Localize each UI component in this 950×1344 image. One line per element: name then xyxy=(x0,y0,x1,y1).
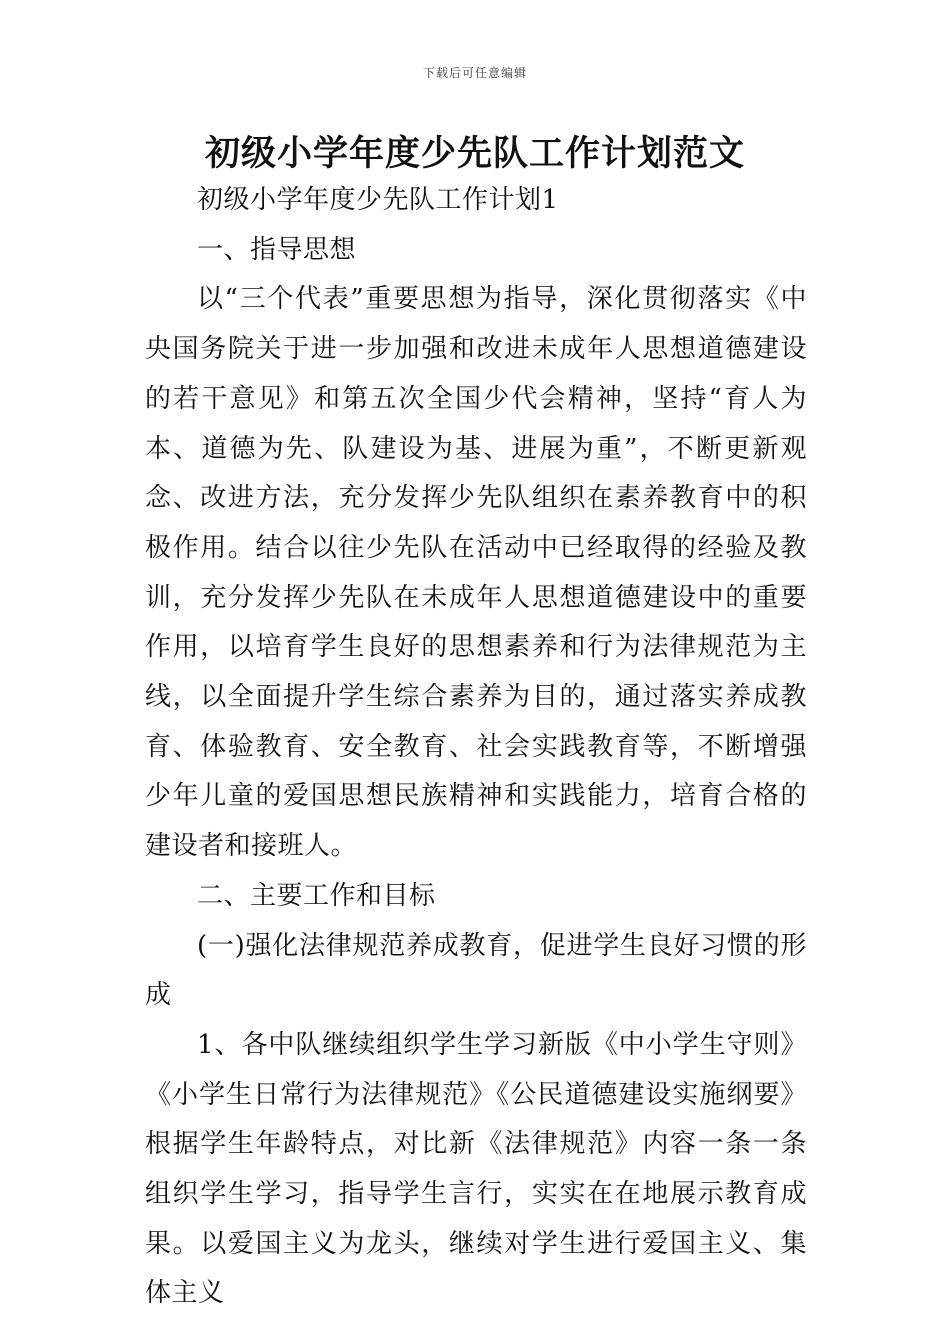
subsection-heading: (一)强化法律规范养成教育，促进学生良好习惯的形成 xyxy=(145,930,807,1011)
body-paragraph: 以“三个代表”重要思想为指导，深化贯彻落实《中央国务院关于进一步加强和改进未成年人思想道德建设的若干意见》和第五次全国少代会精神，坚持“育人为本、道德为先、队建设为基、进展为重”，不断更新观念、改进方法，充分发挥少先队组织在素养教育中的积极作用。结合以往少先队在活动中已经取得的经验及教训，充分发挥少先队在未成年人思想道德建设中的重要作用，以培育学生良好的思想素养和行为法律规范为主线，以全面提升学生综合素养为目的，通过落实养成教育、体验教育、安全教育、社会实践教育等，不断增强少年儿童的爱国思想民族精神和实践能力，培育合格的建设者和接班人。 xyxy=(145,284,807,862)
header-note: 下载后可任意编辑 xyxy=(422,66,527,80)
section-heading-main-work: 二、主要工作和目标 xyxy=(197,880,436,911)
document-body xyxy=(145,176,807,1319)
body-paragraph: 1、各中队继续组织学生学习新版《中小学生守则》《小学生日常行为法律规范》《公民道德建设实施纲要》根据学生年龄特点，对比新《法律规范》内容一条一条组织学生学习，指导学生言行，实实在在地展示教育成果。以爱国主义为龙头，继续对学生进行爱国主义、集体主义 xyxy=(145,1029,807,1309)
subtitle-paragraph: 初级小学年度少先队工作计划1 xyxy=(197,185,559,215)
document-title: 初级小学年度少先队工作计划范文 xyxy=(204,134,745,174)
section-heading-guiding-ideology: 一、指导思想 xyxy=(197,234,357,265)
